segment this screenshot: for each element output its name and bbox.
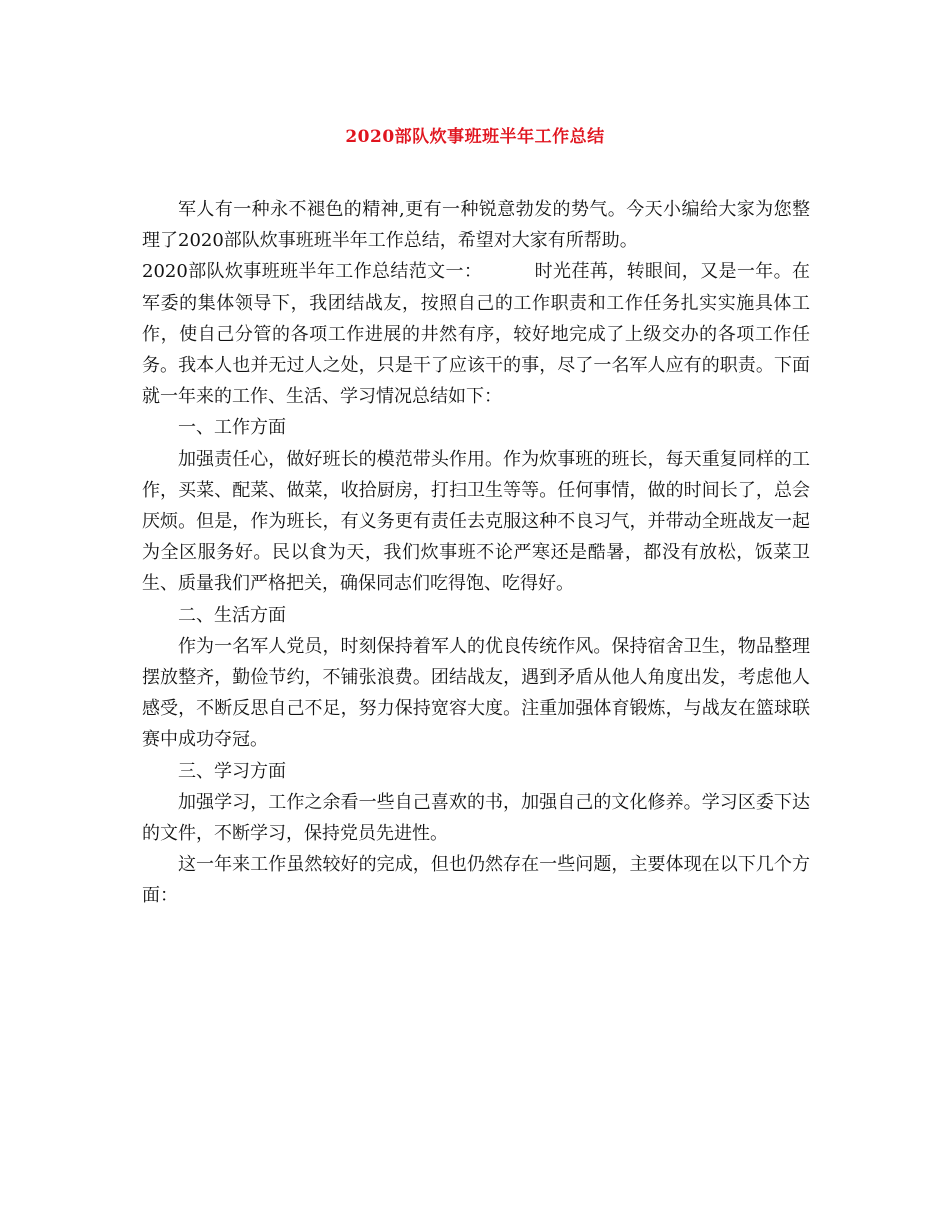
document-body (142, 194, 810, 912)
sample-label: 2020部队炊事班班半年工作总结范文一： (142, 261, 483, 283)
sample-body: 时光荏苒，转眼间，又是一年。在军委的集体领导下，我团结战友，按照自己的工作职责和工作任务扎实实施具体工作，使自己分管的各项工作进展的井然有序，较好地完成了上级交办的各项工作任务。我本人也并无过人之处，只是干了应该干的事，尽了一名军人应有的职责。下面就一年来的工作、生活、学习情况总结如下： (142, 261, 811, 408)
intro-paragraph: 军人有一种永不褪色的精神,更有一种锐意勃发的势气。今天小编给大家为您整理了2020部队炊事班班半年工作总结，希望对大家有所帮助。 (142, 199, 810, 252)
section-body-life: 作为一名军人党员，时刻保持着军人的优良传统作风。保持宿舍卫生，物品整理摆放整齐，勤俭节约，不铺张浪费。团结战友，遇到矛盾从他人角度出发，考虑他人感受，不断反思自己不足，努力保持宽容大度。注重加强体育锻炼，与战友在篮球联赛中成功夺冠。 (142, 635, 810, 751)
closing-paragraph: 这一年来工作虽然较好的完成，但也仍然存在一些问题，主要体现在以下几个方面： (142, 854, 810, 907)
section-heading-study: 三、学习方面 (178, 760, 286, 782)
section-heading-work: 一、工作方面 (178, 417, 286, 439)
section-body-work: 加强责任心，做好班长的模范带头作用。作为炊事班的班长，每天重复同样的工作，买菜、配菜、做菜，收拾厨房，打扫卫生等等。任何事情，做的时间长了，总会厌烦。但是，作为班长，有义务更有责任去克服这种不良习气，并带动全班战友一起为全区服务好。民以食为天，我们炊事班不论严寒还是酷暑，都没有放松，饭菜卫生、质量我们严格把关，确保同志们吃得饱、吃得好。 (142, 448, 810, 595)
sample-paragraph (142, 256, 810, 412)
section-body-study: 加强学习，工作之余看一些自己喜欢的书，加强自己的文化修养。学习区委下达的文件，不断学习，保持党员先进性。 (142, 791, 810, 845)
document-title: 2020部队炊事班班半年工作总结 (345, 127, 605, 147)
section-heading-life: 二、生活方面 (178, 604, 286, 626)
